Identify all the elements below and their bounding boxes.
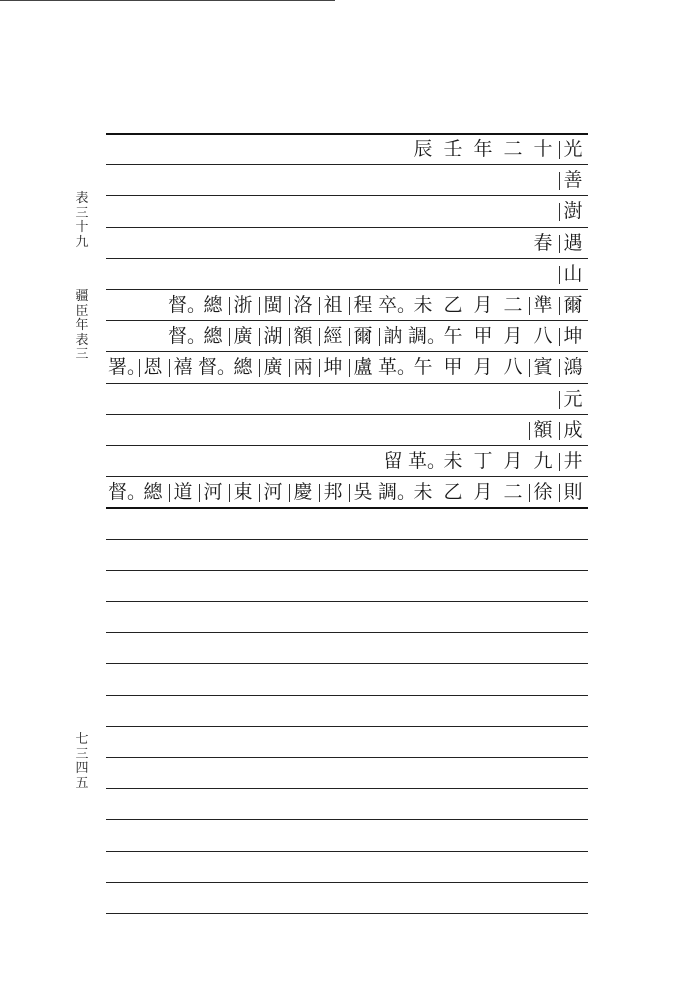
ruled-line <box>106 632 588 633</box>
table-cell: 遇 <box>558 232 588 254</box>
table-cell: 年 <box>473 138 493 160</box>
side-title-char: 臣 <box>75 303 89 319</box>
table-cell: 經 <box>318 325 348 347</box>
table-cell: 禧 <box>168 356 198 378</box>
table-cell: 督。 <box>198 356 237 379</box>
table-row <box>528 414 588 446</box>
ruled-line <box>106 726 588 727</box>
side-title-char: 三 <box>75 347 89 362</box>
page-number-char: 七 <box>75 732 89 747</box>
table-cell: 月 <box>503 325 523 348</box>
ruled-line <box>106 195 588 196</box>
table-cell: 署。 <box>108 356 147 379</box>
table-cell: 浙 <box>228 294 258 316</box>
table-cell: 善 <box>558 169 588 191</box>
ruled-line <box>106 757 588 758</box>
table-cell: 總 <box>203 294 223 316</box>
ruled-line <box>106 663 588 664</box>
page-number-char: 三 <box>75 746 89 762</box>
table-cell: 二 <box>503 294 523 316</box>
table-cell: 督。 <box>168 325 207 348</box>
table-cell: 訥 <box>378 325 408 347</box>
table-cell: 總 <box>143 481 163 504</box>
page-number-char: 四 <box>75 761 89 776</box>
ruled-line <box>106 882 588 883</box>
ruled-line <box>106 913 588 914</box>
table-cell: 春 <box>533 231 553 254</box>
table-cell: 督。 <box>108 481 147 504</box>
table-cell: 廣 <box>228 325 258 347</box>
table-cell: 成 <box>558 419 588 441</box>
ruled-line <box>106 695 588 696</box>
side-title-char: 年 <box>75 318 89 333</box>
table-cell: 光 <box>558 138 588 160</box>
table-cell: 九 <box>533 450 553 472</box>
table-cell: 調。 <box>408 325 447 348</box>
table-row <box>558 383 588 415</box>
table-cell: 元 <box>558 388 588 410</box>
side-title-char: 三 <box>75 205 89 221</box>
table-cell: 額 <box>528 419 558 441</box>
table-cell: 甲 <box>473 325 493 348</box>
side-title-char: 九 <box>75 234 89 250</box>
table-cell: 革。 <box>378 356 417 379</box>
table-cell: 徐 <box>528 481 558 503</box>
table-cell: 賓 <box>528 356 558 378</box>
ruled-line <box>106 570 588 571</box>
table-cell: 道 <box>168 481 198 503</box>
table-cell: 爾 <box>558 294 588 316</box>
table-cell: 慶 <box>288 481 318 503</box>
ruled-line <box>106 258 588 259</box>
ruled-line <box>106 819 588 820</box>
table-cell: 總 <box>233 356 253 379</box>
side-title-char: 疆 <box>75 289 89 304</box>
table-cell: 湖 <box>258 325 288 347</box>
table-cell: 河 <box>258 481 288 503</box>
table-cell: 額 <box>288 325 318 347</box>
table-cell: 澍 <box>558 200 588 222</box>
table-cell: 準 <box>528 294 558 316</box>
table-row <box>168 289 588 321</box>
table-cell: 盧 <box>348 356 378 378</box>
side-title <box>70 192 94 363</box>
table-cell: 午 <box>413 356 433 379</box>
ruled-line <box>106 851 588 852</box>
table-row <box>528 227 588 259</box>
ruled-line <box>106 227 588 228</box>
table-cell: 未 <box>413 294 433 316</box>
table-cell: 井 <box>558 450 588 472</box>
table-cell: 山 <box>558 263 588 285</box>
table-cell: 吳 <box>348 481 378 503</box>
table-row <box>558 164 588 196</box>
register-table <box>106 0 588 1000</box>
table-cell: 卒。 <box>378 294 417 316</box>
page-number-char: 五 <box>75 775 89 791</box>
table-cell: 二 <box>503 138 523 160</box>
table-row <box>408 133 588 165</box>
ruled-line <box>106 601 588 602</box>
table-cell: 十 <box>533 138 553 160</box>
table-cell: 廣 <box>258 356 288 378</box>
ruled-line <box>106 539 588 540</box>
table-cell: 爾 <box>348 325 378 347</box>
table-cell: 則 <box>558 481 588 503</box>
table-row <box>558 258 588 290</box>
table-cell: 鴻 <box>558 356 588 378</box>
table-cell: 祖 <box>318 294 348 316</box>
table-cell: 甲 <box>443 356 463 379</box>
ruled-line <box>106 788 588 789</box>
table-cell: 二 <box>503 481 523 504</box>
table-row <box>168 320 588 352</box>
table-cell: 閩 <box>258 294 288 316</box>
table-cell: 邦 <box>318 481 348 503</box>
table-cell: 月 <box>473 294 493 316</box>
side-title-char: 表 <box>75 332 89 348</box>
table-cell: 東 <box>228 481 258 503</box>
table-cell: 辰 <box>413 138 433 160</box>
table-cell: 月 <box>473 356 493 379</box>
table-cell: 坤 <box>318 356 348 378</box>
table-cell: 留 <box>383 450 403 472</box>
table-row <box>108 351 588 383</box>
table-cell: 洛 <box>288 294 318 316</box>
ruled-line <box>106 414 588 415</box>
table-cell: 乙 <box>443 294 463 316</box>
table-cell: 調。 <box>378 481 417 504</box>
table-cell: 月 <box>473 481 493 504</box>
table-cell: 未 <box>443 450 463 472</box>
table-cell: 河 <box>198 481 228 503</box>
table-cell: 午 <box>443 325 463 348</box>
table-row <box>108 476 588 508</box>
table-cell: 未 <box>413 481 433 504</box>
page-number <box>70 733 94 791</box>
table-row <box>558 195 588 227</box>
table-cell: 總 <box>203 325 223 348</box>
table-cell: 八 <box>503 356 523 379</box>
table-cell: 督。 <box>168 294 207 316</box>
table-cell: 八 <box>533 325 553 348</box>
table-cell: 恩 <box>138 356 168 378</box>
table-row <box>378 445 588 477</box>
table-cell: 壬 <box>443 138 463 160</box>
table-cell: 程 <box>348 294 378 316</box>
table-cell: 丁 <box>473 450 493 472</box>
side-title-char: 十 <box>75 220 89 235</box>
side-title-char: 表 <box>75 191 89 206</box>
table-cell: 兩 <box>288 356 318 378</box>
table-cell: 坤 <box>558 325 588 347</box>
table-cell: 月 <box>503 450 523 472</box>
table-cell: 乙 <box>443 481 463 504</box>
table-cell: 革。 <box>408 450 447 472</box>
